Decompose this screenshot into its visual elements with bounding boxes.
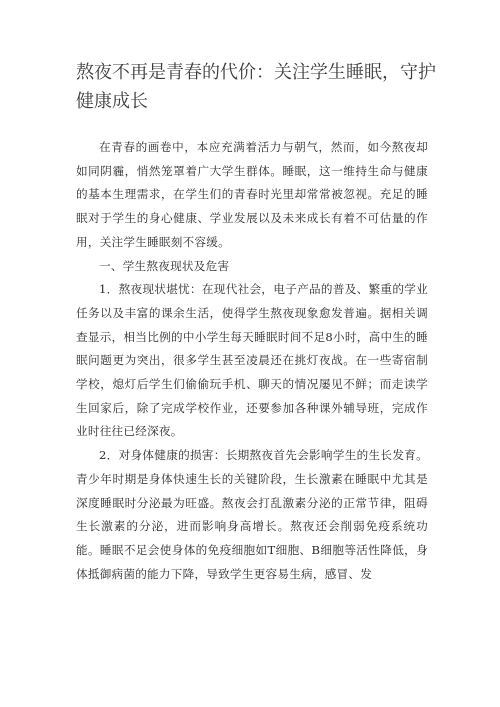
paragraph-item-1: 1．熬夜现状堪忧：在现代社会，电子产品的普及、繁重的学业任务以及丰富的课余生活，使得学生熬夜现象愈发普遍。据相关调查显示，相当比例的中小学生每天睡眠时间不足8小时，高中生的睡眠问题更为突出，很多学生甚至凌晨还在挑灯夜战。在一些寄宿制学校，熄灯后学生们偷偷玩手机、聊天的情况屡见不鲜；而走读学生回家后，除了完成学校作业，还要参加各种课外辅导班，完成作业时往往已经深夜。 xyxy=(76,282,428,439)
page-title: 熬夜不再是青春的代价：关注学生睡眠，守护健康成长 xyxy=(76,62,436,112)
paragraph-item-2: 2．对身体健康的损害：长期熬夜首先会影响学生的生长发育。青少年时期是身体快速生长的关键阶段，生长激素在睡眠中尤其是深度睡眠时分泌最为旺盛。熬夜会打乱激素分泌的正常节律，阻碍生长激素的分泌，进而影响身高增长。熬夜还会削弱免疫系统功能。睡眠不足会使身体的免疫细胞如T细胞、B细胞等活性降低，身体抵御病菌的能力下降，导致学生更容易生病，感冒、发 xyxy=(76,448,428,581)
document-body xyxy=(76,136,428,586)
intro-paragraph: 在青春的画卷中，本应充满着活力与朝气，然而，如今熬夜却如同阴霾，悄然笼罩着广大学生群体。睡眠，这一维持生命与健康的基本生理需求，在学生们的青春时光里却常常被忽视。充足的睡眠对于学生的身心健康、学业发展以及未来成长有着不可估量的作用，关注学生睡眠刻不容缓。 xyxy=(76,140,428,249)
section-heading: 一、学生熬夜现状及危害 xyxy=(99,258,230,273)
